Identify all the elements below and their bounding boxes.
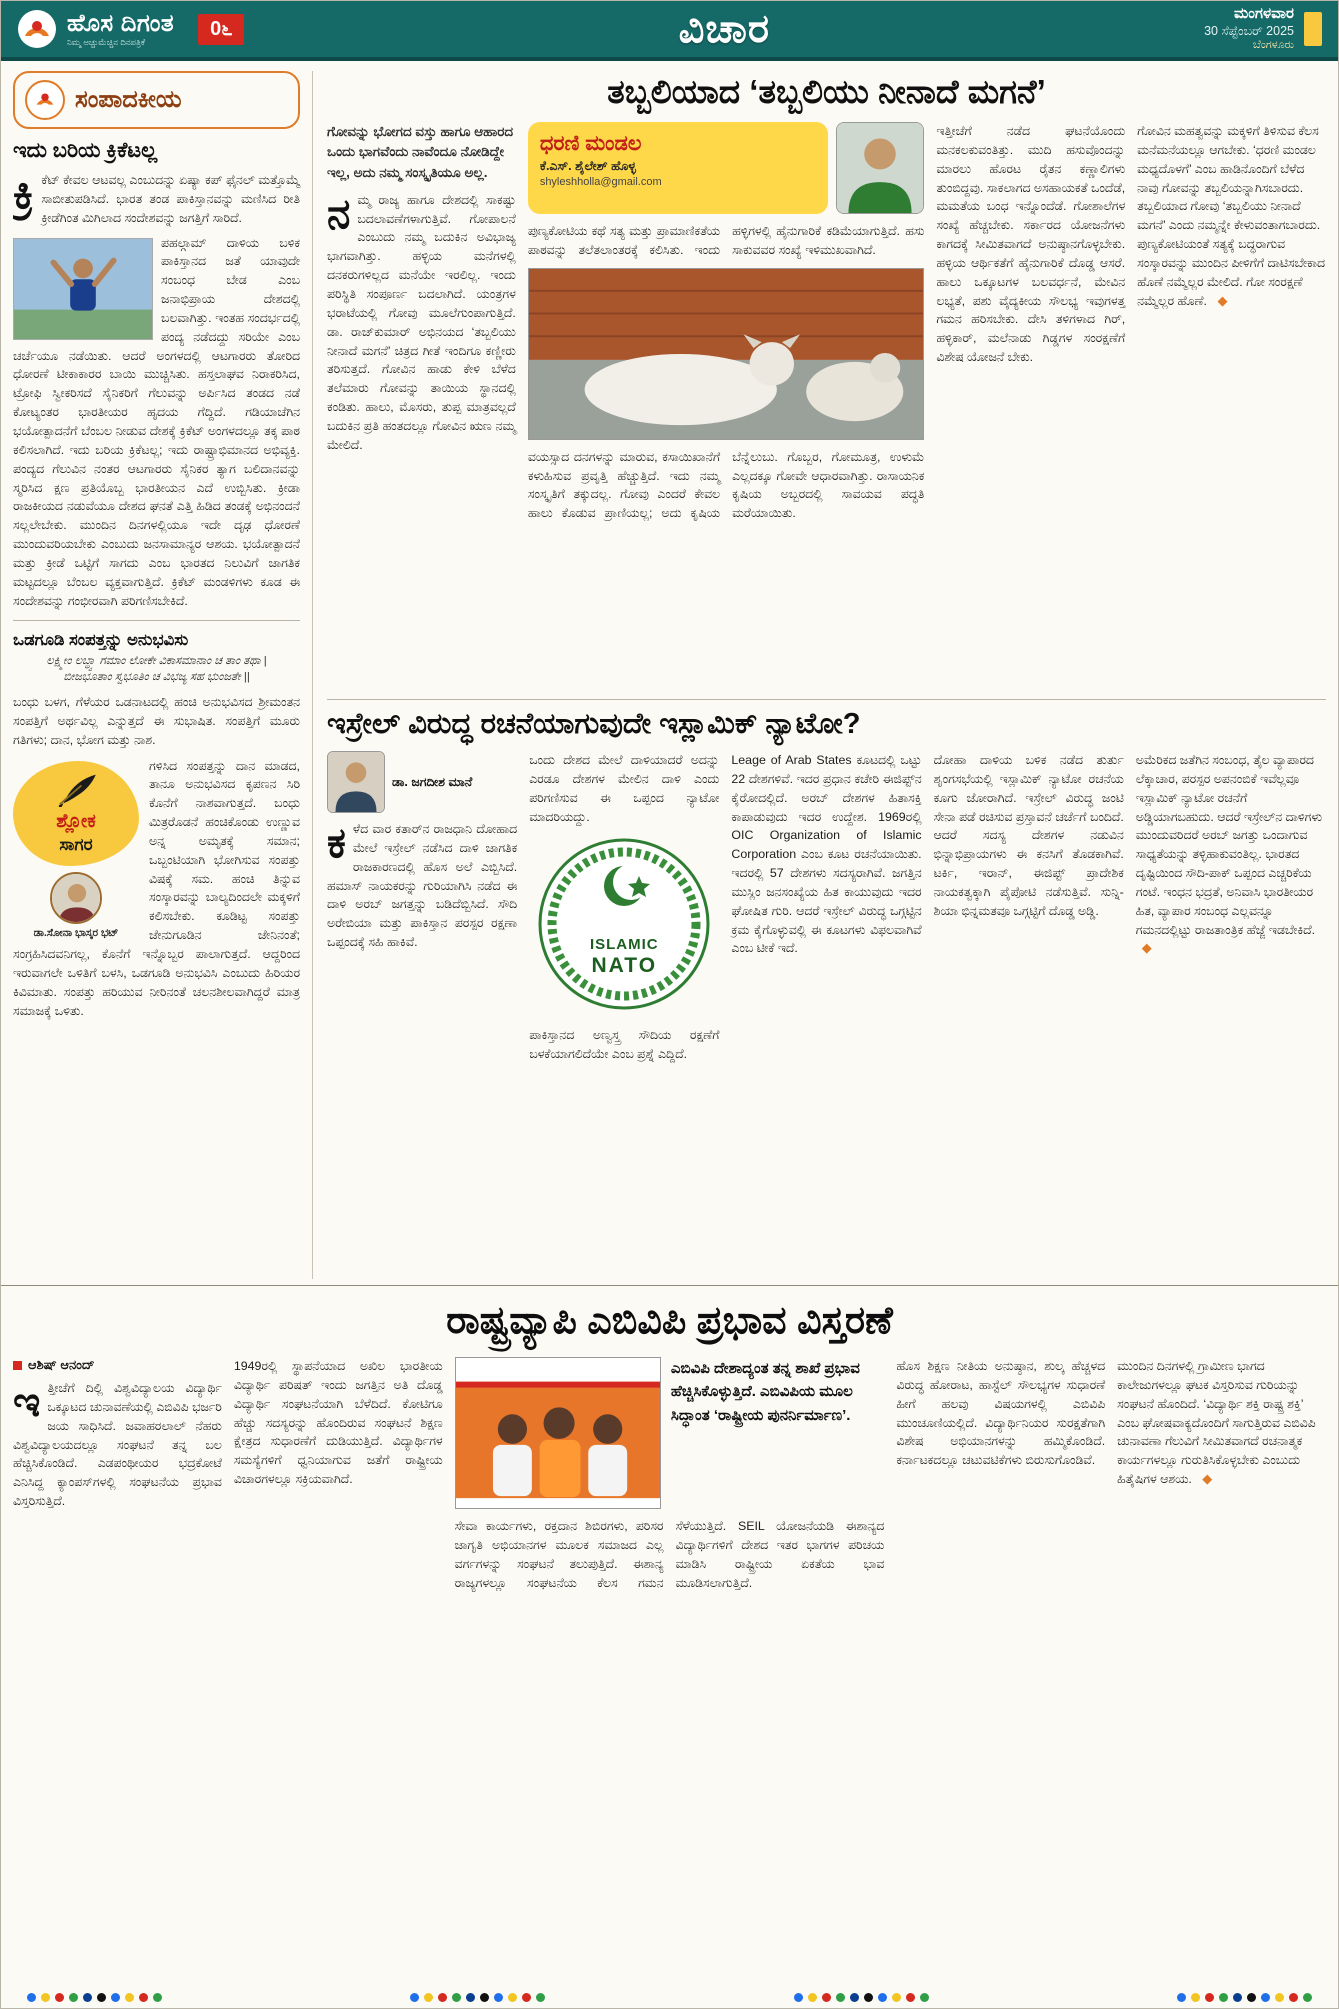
abvp-byline: [13, 1357, 222, 1373]
islamic-headline: ಇಸ್ರೇಲ್ ವಿರುದ್ಧ ರಚನೆಯಾಗುವುದೇ ಇಸ್ಲಾಮಿಕ್ ನ್ಯಾಟೋ?: [327, 708, 861, 740]
columnist-card: [528, 122, 829, 214]
masthead-accent-chip: [1304, 12, 1322, 46]
abvp-dropcap: ಇ: [13, 1378, 41, 1425]
shloka-blob: [13, 761, 139, 867]
islamic-article: [327, 699, 1326, 1221]
islamic-col-4: ದೋಹಾ ದಾಳಿಯ ಬಳಿಕ ನಡೆದ ತುರ್ತು ಶೃಂಗಸಭೆಯಲ್ಲಿ ಇಸ್ಲಾಮಿಕ್ ನ್ಯಾಟೋ ರಚನೆಯ ಕೂಗು ಜೋರಾಗಿದೆ. ಇಸ್ರೇಲ್ ವಿರುದ್ಧ ಜಂಟಿ ಸೇನಾ ಪಡೆ ರಚಿಸುವ ಪ್ರಸ್ತಾವನೆ ಚರ್ಚೆಗೆ ಬಂದಿದೆ. ಆದರೆ ಸದಸ್ಯ ದೇಶಗಳ ನಡುವಿನ ಭಿನ್ನಾಭಿಪ್ರಾಯಗಳು ಈ ಕನಸಿಗೆ ತೊಡಕಾಗಿವೆ. ಟರ್ಕಿ, ಇರಾನ್, ಈಜಿಪ್ಟ್ ಪ್ರಾದೇಶಿಕ ನಾಯಕತ್ವಕ್ಕಾಗಿ ಪೈಪೋಟಿ ನಡೆಸುತ್ತಿವೆ. ಸುನ್ನಿ-ಶಿಯಾ ಭಿನ್ನಮತವೂ ಒಗ್ಗಟ್ಟಿಗೆ ದೊಡ್ಡ ಅಡ್ಡಿ.: [933, 753, 1124, 918]
abvp-col-1: [13, 1357, 222, 1917]
article-end-mark: ◆: [1217, 292, 1228, 308]
editorial-intro-text: ಕೆಟ್ ಕೇವಲ ಆಟವಲ್ಲ ಎಂಬುದನ್ನು ಏಷ್ಯಾ ಕಪ್ ಫೈನಲ್ ಮತ್ತೊಮ್ಮೆ ಸಾಬೀತುಪಡಿಸಿದೆ. ಭಾರತ ತಂಡ ಪಾಕಿಸ್ತಾನವನ್ನು ಮಣಿಸಿದ ರೀತಿ ಕ್ರೀಡೆಗಿಂತ ಮಿಗಿಲಾದ ಸಂದೇಶವನ್ನು ಜಗತ್ತಿಗೆ ಸಾರಿದೆ.: [41, 173, 300, 225]
abvp-col6-text: ಮುಂದಿನ ದಿನಗಳಲ್ಲಿ ಗ್ರಾಮೀಣ ಭಾಗದ ಕಾಲೇಜುಗಳಲ್ಲೂ ಘಟಕ ವಿಸ್ತರಿಸುವ ಗುರಿಯನ್ನು ಸಂಘಟನೆ ಹೊಂದಿದೆ. ‘ವಿದ್ಯಾರ್ಥಿ ಶಕ್ತಿ ರಾಷ್ಟ್ರ ಶಕ್ತಿ’ ಎಂಬ ಘೋಷವಾಕ್ಯದೊಂದಿಗೆ ಸಾಗುತ್ತಿರುವ ಎಬಿವಿಪಿ ಚುನಾವಣಾ ಗೆಲುವಿಗೆ ಸೀಮಿತವಾಗದೆ ರಚನಾತ್ಮಕ ಕಾರ್ಯಗಳಲ್ಲೂ ಗುರುತಿಸಿಕೊಳ್ಳಬೇಕು ಎಂಬುದು ಹಿತೈಷಿಗಳ ಆಶಯ.: [1117, 1359, 1316, 1487]
verse-line-1: ಲಕ್ಷ್ಮೀಂ ಲಬ್ಧ್ವಾ ಗಮಾಂ ಲೋಕೇ ವಿಕಾಸಮಾನಾಂ ಚ ತಾಂ ತಥಾ |: [46, 655, 267, 668]
islamic-col1-body: ಳೆದ ವಾರ ಕತಾರ್‌ನ ರಾಜಧಾನಿ ದೋಹಾದ ಮೇಲೆ ಇಸ್ರೇಲ್ ನಡೆಸಿದ ದಾಳಿ ಜಾಗತಿಕ ರಾಜಕಾರಣದಲ್ಲಿ ಹೊಸ ಅಲೆ ಎಬ್ಬಿಸಿದೆ. ಹಮಾಸ್ ನಾಯಕರನ್ನು ಗುರಿಯಾಗಿಸಿ ನಡೆದ ಈ ದಾಳಿ ಅರಬ್ ಜಗತ್ತನ್ನು ಬಡಿದೆಬ್ಬಿಸಿದೆ. ಸೌದಿ ಅರೇಬಿಯಾ ಮತ್ತು ಪಾಕಿಸ್ತಾನ ಪರಸ್ಪರ ರಕ್ಷಣಾ ಒಪ್ಪಂದಕ್ಕೆ ಸಹಿ ಹಾಕಿವೆ.: [327, 822, 518, 950]
column-title: ಧರಣಿ ಮಂಡಲ: [539, 132, 642, 155]
abvp-col-5: ಹೊಸ ಶಿಕ್ಷಣ ನೀತಿಯ ಅನುಷ್ಠಾನ, ಶುಲ್ಕ ಹೆಚ್ಚಳದ ವಿರುದ್ಧ ಹೋರಾಟ, ಹಾಸ್ಟೆಲ್ ಸೌಲಭ್ಯಗಳ ಸುಧಾರಣೆ ಹೀಗೆ ಹಲವು ವಿಷಯಗಳಲ್ಲಿ ಎಬಿವಿಪಿ ಮುಂಚೂಣಿಯಲ್ಲಿದೆ. ವಿದ್ಯಾರ್ಥಿನಿಯರ ಸುರಕ್ಷತೆಗಾಗಿ ವಿಶೇಷ ಅಭಿಯಾನಗಳನ್ನು ಹಮ್ಮಿಕೊಂಡಿದೆ. ಕರ್ನಾಟಕದಲ್ಲೂ ಚಟುವಟಿಕೆಗಳು ಬಿರುಸುಗೊಂಡಿವೆ.: [896, 1359, 1106, 1468]
islamic-col2-text-b: ಪಾಕಿಸ್ತಾನದ ಅಣ್ವಸ್ತ್ರ ಸೌದಿಯ ರಕ್ಷಣೆಗೆ ಬಳಕೆಯಾಗಲಿದೆಯೇ ಎಂಬ ಪ್ರಶ್ನೆ ಎದ್ದಿದೆ.: [529, 1028, 720, 1062]
editorial-column: [13, 71, 313, 1279]
main-article-col-5: [1137, 122, 1326, 687]
main-article-body: [327, 122, 1326, 687]
byline-bullet-icon: [13, 1361, 22, 1370]
feather-icon: [49, 771, 103, 807]
abvp-photo-row: [455, 1357, 885, 1509]
section-title: ವಿಚಾರ: [678, 6, 770, 51]
shloka-column-name-1: ಶ್ಲೋಕ: [56, 811, 96, 833]
paper-name-block: [67, 11, 174, 47]
islamic-col-3: Leage of Arab States ಕೂಟದಲ್ಲಿ ಒಟ್ಟು 22 ದೇಶಗಳಿವೆ. ಇದರ ಪ್ರಧಾನ ಕಚೇರಿ ಈಜಿಪ್ಟ್‌ನ ಕೈರೋದಲ್ಲಿದೆ. ಅರಬ್ ದೇಶಗಳ ಹಿತಾಸಕ್ತಿ ಕಾಪಾಡುವುದು ಇದರ ಉದ್ದೇಶ. 1969ರಲ್ಲಿ OIC Organization of Islamic Corporation ಎಂಬ ಕೂಟ ರಚನೆಯಾಯಿತು. ಇದರಲ್ಲಿ 57 ದೇಶಗಳು ಸದಸ್ಯರಾಗಿವೆ. ಜಗತ್ತಿನ ಮುಸ್ಲಿಂ ಜನಸಂಖ್ಯೆಯ ಹಿತ ಕಾಯುವುದು ಇದರ ಘೋಷಿತ ಗುರಿ. ಆದರೆ ಇಸ್ರೇಲ್ ವಿರುದ್ಧ ಒಗ್ಗಟ್ಟಿನ ಕ್ರಮ ಕೈಗೊಳ್ಳುವಲ್ಲಿ ಈ ಕೂಟಗಳು ವಿಫಲವಾಗಿವೆ ಎಂಬ ಟೀಕೆ ಇದೆ.: [731, 753, 922, 956]
main-article-col5-text: ಗೋವಿನ ಮಹತ್ವವನ್ನು ಮಕ್ಕಳಿಗೆ ತಿಳಿಸುವ ಕೆಲಸ ಮನೆಮನೆಯಲ್ಲೂ ಆಗಬೇಕು. ‘ಧರಣಿ ಮಂಡಲ ಮಧ್ಯದೊಳಗೆ’ ಎಂಬ ಹಾಡಿನೊಂದಿಗೆ ಬೆಳೆದ ನಾವು ಗೋವನ್ನು ತಬ್ಬಲಿಯನ್ನಾಗಿಸಬಾರದು. ತಬ್ಬಲಿಯಾದ ಗೋವು ‘ತಬ್ಬಲಿಯು ನೀನಾದೆ ಮಗನೆ’ ಎಂದು ನಮ್ಮನ್ನೇ ಕೇಳುವಂತಾಗಬಾರದು. ಪುಣ್ಯಕೋಟಿಯಂತೆ ಸತ್ಯಕ್ಕೆ ಬದ್ಧರಾಗುವ ಸಂಸ್ಕಾರವನ್ನು ಮುಂದಿನ ಪೀಳಿಗೆಗೆ ದಾಟಿಸಬೇಕಾದ ಹೊಣೆ ನಮ್ಮೆಲ್ಲರ ಮೇಲಿದೆ. ಗೋ ಸಂರಕ್ಷಣೆ ನಮ್ಮೆಲ್ಲರ ಹೊಣೆ.: [1137, 124, 1326, 308]
columnist-photo: [836, 122, 924, 214]
verse-headline: ಒಡಗೂಡಿ ಸಂಪತ್ತನ್ನು ಅನುಭವಿಸು: [13, 631, 189, 650]
islamic-nato-logo: [535, 832, 713, 1020]
main-article-col-4: ಇತ್ತೀಚೆಗೆ ನಡೆದ ಘಟನೆಯೊಂದು ಮನಕಲಕುವಂತಿತ್ತು. ಮುದಿ ಹಸುವೊಂದನ್ನು ಮಾರಲು ಹೊರಟ ರೈತನ ಕಣ್ಣಾಲಿಗಳು ತುಂಬಿದ್ದವು. ಸಾಕಲಾಗದ ಅಸಹಾಯಕತೆ ಒಂದೆಡೆ, ಮಮತೆಯ ಬಂಧ ಇನ್ನೊಂದೆಡೆ. ಗೋಶಾಲೆಗಳ ಸಂಖ್ಯೆ ಹೆಚ್ಚಬೇಕು. ಸರ್ಕಾರದ ಯೋಜನೆಗಳು ಕಾಗದಕ್ಕೆ ಸೀಮಿತವಾಗದೆ ಅನುಷ್ಠಾನಗೊಳ್ಳಬೇಕು. ಹಳ್ಳಿಯ ಆರ್ಥಿಕತೆಗೆ ಹೈನುಗಾರಿಕೆ ದೊಡ್ಡ ಆಸರೆ. ಹಾಲು ಒಕ್ಕೂಟಗಳ ಬಲವರ್ಧನೆ, ಮೇವಿನ ಲಭ್ಯತೆ, ಪಶು ವೈದ್ಯಕೀಯ ಸೌಲಭ್ಯ ಇವುಗಳತ್ತ ಗಮನ ಹರಿಸಬೇಕು. ದೇಸಿ ತಳಿಗಳಾದ ಗಿರ್, ಹಳ್ಳಿಕಾರ್, ಮಲೆನಾಡು ಗಿಡ್ಡಗಳ ಸಂರಕ್ಷಣೆಗೆ ವಿಶೇಷ ಯೋಜನೆ ಬೇಕು.: [936, 124, 1126, 365]
right-column: [327, 71, 1326, 1279]
islamic-col5-text: ಅಮೆರಿಕದ ಜತೆಗಿನ ಸಂಬಂಧ, ತೈಲ ವ್ಯಾಪಾರದ ಲೆಕ್ಕಾಚಾರ, ಪರಸ್ಪರ ಅಪನಂಬಿಕೆ ಇವೆಲ್ಲವೂ ಇಸ್ಲಾಮಿಕ್ ನ್ಯಾಟೋ ರಚನೆಗೆ ಅಡ್ಡಿಯಾಗಬಹುದು. ಆದರೆ ಇಸ್ರೇಲ್‌ನ ದಾಳಿಗಳು ಮುಂದುವರಿದರೆ ಅರಬ್ ಜಗತ್ತು ಒಂದಾಗುವ ಸಾಧ್ಯತೆಯನ್ನು ತಳ್ಳಿಹಾಕುವಂತಿಲ್ಲ. ಭಾರತದ ದೃಷ್ಟಿಯಿಂದ ಸೌದಿ-ಪಾಕ್ ಒಪ್ಪಂದ ಎಚ್ಚರಿಕೆಯ ಗಂಟೆ. ಇಂಧನ ಭದ್ರತೆ, ಅನಿವಾಸಿ ಭಾರತೀಯರ ಹಿತ, ವ್ಯಾಪಾರ ಸಂಬಂಧ ಎಲ್ಲವನ್ನೂ ಗಮನದಲ್ಲಿಟ್ಟು ರಾಜತಾಂತ್ರಿಕ ಹೆಜ್ಜೆ ಇಡಬೇಕಿದೆ.: [1135, 753, 1323, 937]
page-number: 0೬: [198, 14, 244, 45]
paper-name: ಹೊಸ ದಿಗಂತ: [67, 9, 175, 37]
paper-logo-icon: [17, 9, 57, 49]
editorial-intro: [13, 171, 300, 228]
main-article-col1-body: ಮ್ಮ ರಾಜ್ಯ ಹಾಗೂ ದೇಶದಲ್ಲಿ ಸಾಕಷ್ಟು ಬದಲಾವಣೆಗಳಾಗುತ್ತಿವೆ. ಗೋಪಾಲನೆ ಎಂಬುದು ನಮ್ಮ ಬದುಕಿನ ಅವಿಭಾಜ್ಯ ಭಾಗವಾಗಿತ್ತು. ಹಳ್ಳಿಯ ಮನೆಗಳಲ್ಲಿ ದನಕರುಗಳಿಲ್ಲದ ಮನೆಯೇ ಇರಲಿಲ್ಲ. ಇಂದು ಪರಿಸ್ಥಿತಿ ಸಂಪೂರ್ಣ ಬದಲಾಗಿದೆ. ಯಂತ್ರಗಳ ಭರಾಟೆಯಲ್ಲಿ ಗೋವು ಮೂಲೆಗುಂಪಾಗುತ್ತಿದೆ. ಡಾ. ರಾಜ್‌ಕುಮಾರ್ ಅಭಿನಯದ ‘ತಬ್ಬಲಿಯು ನೀನಾದೆ ಮಗನೆ’ ಚಿತ್ರದ ಗೀತೆ ಇಂದಿಗೂ ಕಣ್ಣೀರು ತರಿಸುತ್ತದೆ. ಗೋವಿನ ಹಾಡು ಕೇಳಿ ಬೆಳೆದ ತಲೆಮಾರು ಗೋವನ್ನು ತಾಯಿಯ ಸ್ಥಾನದಲ್ಲಿ ಕಂಡಿತು. ಹಾಲು, ಮೊಸರು, ತುಪ್ಪ ಮಾತ್ರವಲ್ಲದೆ ಬದುಕಿನ ಪ್ರತಿ ಹಂತದಲ್ಲೂ ಗೋವಿನ ಋಣ ನಮ್ಮ ಮೇಲಿದೆ.: [327, 192, 516, 452]
abvp-body: [13, 1357, 1326, 1917]
islamic-col1-text: [327, 820, 517, 952]
abvp-article: [1, 1285, 1338, 1917]
date: 30 ಸೆಪ್ಟೆಂಬರ್ 2025: [1204, 23, 1294, 38]
main-article-standfirst: ಗೋವನ್ನು ಭೋಗದ ವಸ್ತು ಹಾಗೂ ಆಹಾರದ ಒಂದು ಭಾಗವೆಂದು ನಾವೆಂದೂ ನೋಡಿದ್ದೇ ಇಲ್ಲ, ಅದು ನಮ್ಮ ಸಂಸ್ಕೃತಿಯೂ ಅಲ್ಲ.: [327, 124, 514, 180]
main-article-mid-text-a: ಪುಣ್ಯಕೋಟಿಯ ಕಥೆ ಸತ್ಯ ಮತ್ತು ಪ್ರಾಮಾಣಿಕತೆಯ ಪಾಠವನ್ನು ತಲೆತಲಾಂತರಕ್ಕೆ ಕಲಿಸಿತು. ಇಂದು ಹಳ್ಳಿಗಳಲ್ಲಿ ಹೈನುಗಾರಿಕೆ ಕಡಿಮೆಯಾಗುತ್ತಿದೆ. ಹಸು ಸಾಕುವವರ ಸಂಖ್ಯೆ ಇಳಿಮುಖವಾಗಿದೆ.: [527, 224, 925, 257]
article-end-mark: ◆: [1202, 1471, 1213, 1487]
abvp-rally-photo: [455, 1357, 661, 1509]
islamic-dropcap: ಕ: [327, 819, 346, 866]
verse-line-2: ಬೀಜಭೂತಾಂ ಸ್ವಭೂತಿಂ ಚ ವಿಭಜ್ಯ ಸಹ ಭುಂಜತೇ ||: [63, 671, 250, 684]
verse-author-photo: [50, 872, 102, 924]
cricket-player-photo: [13, 238, 153, 340]
editorial-body-text: ಪಹಲ್ಗಾಮ್ ದಾಳಿಯ ಬಳಿಕ ಪಾಕಿಸ್ತಾನದ ಜತೆ ಯಾವುದೇ ಸಂಬಂಧ ಬೇಡ ಎಂಬ ಜನಾಭಿಪ್ರಾಯ ದೇಶದಲ್ಲಿ ಬಲವಾಗಿತ್ತು. ಇಂತಹ ಸಂದರ್ಭದಲ್ಲಿ ಪಂದ್ಯ ನಡೆದದ್ದು ಸರಿಯೇ ಎಂಬ ಚರ್ಚೆಯೂ ನಡೆಯಿತು. ಆದರೆ ಅಂಗಳದಲ್ಲಿ ಆಟಗಾರರು ತೋರಿದ ಧೋರಣೆ ಟೀಕಾಕಾರರ ಬಾಯಿ ಮುಚ್ಚಿಸಿತು. ಹಸ್ತಲಾಘವ ನಿರಾಕರಿಸಿದ, ಟ್ರೋಫಿ ಸ್ವೀಕರಿಸದೆ ಸೈನಿಕರಿಗೆ ಗೆಲುವನ್ನು ಅರ್ಪಿಸಿದ ತಂಡದ ನಡೆ ಕೋಟ್ಯಂತರ ಭಾರತೀಯರ ಹೃದಯ ಗೆದ್ದಿದೆ. ಗಡಿಯಾಚೆಗಿನ ಭಯೋತ್ಪಾದನೆಗೆ ಬೆಂಬಲ ನೀಡುವ ದೇಶಕ್ಕೆ ಕ್ರಿಕೆಟ್ ಅಂಗಳದಲ್ಲೂ ತಕ್ಕ ಪಾಠ ಕಲಿಸಲಾಗಿದೆ. ಇದು ಬರಿಯ ಕ್ರಿಕೆಟಲ್ಲ; ಇದು ರಾಷ್ಟ್ರಾಭಿಮಾನದ ಅಭಿವ್ಯಕ್ತಿ. ಪಂದ್ಯದ ಗೆಲುವಿನ ನಂತರ ಆಟಗಾರರು ಸೈನಿಕರ ತ್ಯಾಗ ಬಲಿದಾನವನ್ನು ಸ್ಮರಿಸಿದ ಕ್ಷಣ ಪ್ರತಿಯೊಬ್ಬ ಭಾರತೀಯನ ಎದೆ ಉಬ್ಬಿಸಿತು. ಕ್ರೀಡಾ ರಾಜಕೀಯದ ನಡುವೆಯೂ ದೇಶದ ಘನತೆ ಎತ್ತಿ ಹಿಡಿದ ತಂಡಕ್ಕೆ ಅಭಿನಂದನೆ ಸಲ್ಲಲೇಬೇಕು. ಮುಂದಿನ ದಿನಗಳಲ್ಲಿಯೂ ಇದೇ ದೃಢ ಧೋರಣೆ ಮುಂದುವರಿಯಬೇಕು ಎಂಬುದು ಜನಸಾಮಾನ್ಯರ ಆಶಯ. ಭಯೋತ್ಪಾದನೆ ಮತ್ತು ಕ್ರೀಡೆ ಒಟ್ಟಿಗೆ ಸಾಗದು ಎಂಬ ಭಾರತದ ನಿಲುವಿಗೆ ಜಾಗತಿಕ ಮಟ್ಟದಲ್ಲೂ ಬೆಂಬಲ ವ್ಯಕ್ತವಾಗುತ್ತಿದೆ. ಕ್ರಿಕೆಟ್ ಮಂಡಳಿಗಳು ಕೂಡ ಈ ಸಂದೇಶವನ್ನು ಗಂಭೀರವಾಗಿ ಪರಿಗಣಿಸಬೇಕಿದೆ.: [13, 235, 300, 608]
abvp-author-name: ಆಶಿಷ್ ಆನಂದ್: [28, 1357, 95, 1372]
masthead-right: [1204, 5, 1322, 53]
paper-tagline: ನಿಮ್ಮ ಅಚ್ಚುಮೆಚ್ಚಿನ ದಿನಪತ್ರಿಕೆ: [67, 37, 146, 48]
abvp-headline: ರಾಷ್ಟ್ರವ್ಯಾಪಿ ಎಬಿವಿಪಿ ಪ್ರಭಾವ ವಿಸ್ತರಣೆ: [446, 1300, 893, 1342]
abvp-mid-block: [455, 1357, 885, 1917]
verse-body-b: ಗಳಿಸಿದ ಸಂಪತ್ತನ್ನು ದಾನ ಮಾಡದ, ತಾನೂ ಅನುಭವಿಸದ ಕೃಪಣನ ಸಿರಿ ಕೊನೆಗೆ ನಾಶವಾಗುತ್ತದೆ. ಬಂಧು ಮಿತ್ರರೊಡನೆ ಹಂಚಿಕೊಂಡು ಉಣ್ಣುವ ಅನ್ನ ಅಮೃತಕ್ಕೆ ಸಮಾನ; ಒಬ್ಬಂಟಿಯಾಗಿ ಭೋಗಿಸುವ ಸಂಪತ್ತು ವಿಷಕ್ಕೆ ಸಮ. ಹಂಚಿ ತಿನ್ನುವ ಸಂಸ್ಕಾರವನ್ನು ಬಾಲ್ಯದಿಂದಲೇ ಮಕ್ಕಳಿಗೆ ಕಲಿಸಬೇಕು. ಕೂಡಿಟ್ಟ ಸಂಪತ್ತು ಜೇನುಗೂಡಿನ ಜೇನಿನಂತೆ; ಸಂಗ್ರಹಿಸಿದವನಿಗಲ್ಲ, ಕೊನೆಗೆ ಇನ್ನೊಬ್ಬರ ಪಾಲಾಗುತ್ತದೆ. ಆದ್ದರಿಂದ ಇರುವಾಗಲೇ ಒಳಿತಿಗೆ ಬಳಸಿ, ಒಡಗೂಡಿ ಅನುಭವಿಸಿ ಎಂಬುದು ಹಿರಿಯರ ಕಿವಿಮಾತು. ಸಂಪತ್ತು ಹರಿಯುವ ನೀರಿನಂತೆ ಚಲನಶೀಲವಾಗಿದ್ದರೆ ಮಾತ್ರ ಸಮಾಜಕ್ಕೆ ಒಳಿತು.: [13, 758, 300, 1018]
editorial-label-box: [13, 71, 300, 129]
editorial-headline: ಇದು ಬರಿಯ ಕ್ರಿಕೆಟಲ್ಲ: [13, 139, 158, 162]
abvp-mid-text: ಸೇವಾ ಕಾರ್ಯಗಳು, ರಕ್ತದಾನ ಶಿಬಿರಗಳು, ಪರಿಸರ ಜಾಗೃತಿ ಅಭಿಯಾನಗಳ ಮೂಲಕ ಸಮಾಜದ ಎಲ್ಲ ವರ್ಗಗಳನ್ನು ಸಂಘಟನೆ ತಲುಪುತ್ತಿದೆ. ಈಶಾನ್ಯ ರಾಜ್ಯಗಳಲ್ಲೂ ಸಂಘಟನೆಯ ಕೆಲಸ ಗಮನ ಸೆಳೆಯುತ್ತಿದೆ. SEIL ಯೋಜನೆಯಡಿ ಈಶಾನ್ಯದ ವಿದ್ಯಾರ್ಥಿಗಳಿಗೆ ದೇಶದ ಇತರ ಭಾಗಗಳ ಪರಿಚಯ ಮಾಡಿಸಿ ರಾಷ್ಟ್ರೀಯ ಏಕತೆಯ ಭಾವ ಮೂಡಿಸಲಾಗುತ್ತಿದೆ.: [454, 1519, 885, 1590]
city: ಬೆಂಗಳೂರು: [1252, 39, 1294, 52]
masthead-left: [17, 9, 244, 49]
verse-author-name: ಡಾ.ಸೋನಾ ಭಾಸ್ಕರ ಭಟ್: [33, 927, 119, 940]
columnist-email: shyleshholla@gmail.com: [539, 176, 662, 189]
shloka-sagara-badge: [13, 761, 139, 943]
abvp-col1-text: [13, 1379, 222, 1511]
editorial-label: ಸಂಪಾದಕೀಯ: [75, 86, 182, 113]
dot-cluster-center-left: [410, 1993, 545, 2002]
verse-body-a: ಬಂಧು ಬಳಗ, ಗೆಳೆಯರ ಒಡನಾಟದಲ್ಲಿ ಹಂಚಿ ಅನುಭವಿಸದ ಶ್ರೀಮಂತನ ಸಂಪತ್ತಿಗೆ ಅರ್ಥವಿಲ್ಲ ಎನ್ನುತ್ತದೆ ಈ ಸುಭಾಷಿತ. ಸಂಪತ್ತಿಗೆ ಮೂರು ಗತಿಗಳು; ದಾನ, ಭೋಗ ಮತ್ತು ನಾಶ.: [13, 695, 300, 747]
main-article-col-1: [327, 122, 516, 687]
main-article-col1-text: [327, 191, 516, 455]
abvp-col1-body: ತ್ತೀಚೆಗೆ ದಿಲ್ಲಿ ವಿಶ್ವವಿದ್ಯಾಲಯ ವಿದ್ಯಾರ್ಥಿ ಒಕ್ಕೂಟದ ಚುನಾವಣೆಯಲ್ಲಿ ಎಬಿವಿಪಿ ಭರ್ಜರಿ ಜಯ ಸಾಧಿಸಿದೆ. ಜವಾಹರಲಾಲ್ ನೆಹರು ವಿಶ್ವವಿದ್ಯಾಲಯದಲ್ಲೂ ಸಂಘಟನೆ ತನ್ನ ಬಲ ಹೆಚ್ಚಿಸಿಕೊಂಡಿದೆ. ಎಡಪಂಥೀಯರ ಭದ್ರಕೋಟೆ ಎನಿಸಿದ್ದ ಕ್ಯಾಂಪಸ್‌ಗಳಲ್ಲಿ ಸಂಘಟನೆಯ ಪ್ರಭಾವ ವಿಸ್ತರಿಸುತ್ತಿದೆ.: [13, 1381, 222, 1509]
footer-dot-strip: [1, 1993, 1338, 2002]
islamic-author-chip: [327, 751, 517, 813]
article-end-mark: ◆: [1141, 940, 1152, 956]
dot-cluster-left: [27, 1993, 162, 2002]
main-article-dropcap: ನ: [327, 189, 351, 237]
editorial-dropcap: ಕ್ರಿ: [13, 170, 35, 217]
columnist-row: [528, 122, 925, 214]
main-article-headline: ತಬ್ಬಲಿಯಾದ ‘ತಬ್ಬಲಿಯು ನೀನಾದೆ ಮಗನೆ’: [607, 73, 1046, 110]
masthead: [1, 1, 1338, 61]
abvp-col-6: [1117, 1357, 1326, 1917]
abvp-col-2: 1949ರಲ್ಲಿ ಸ್ಥಾಪನೆಯಾದ ಅಖಿಲ ಭಾರತೀಯ ವಿದ್ಯಾರ್ಥಿ ಪರಿಷತ್ ಇಂದು ಜಗತ್ತಿನ ಅತಿ ದೊಡ್ಡ ವಿದ್ಯಾರ್ಥಿ ಸಂಘಟನೆಯಾಗಿ ಬೆಳೆದಿದೆ. ಕೋಟಿಗೂ ಹೆಚ್ಚು ಸದಸ್ಯರನ್ನು ಹೊಂದಿರುವ ಸಂಘಟನೆ ಶಿಕ್ಷಣ ಕ್ಷೇತ್ರದ ಸುಧಾರಣೆಗೆ ದುಡಿಯುತ್ತಿದೆ. ವಿದ್ಯಾರ್ಥಿಗಳ ಸಮಸ್ಯೆಗಳಿಗೆ ಧ್ವನಿಯಾಗುವ ಜತೆಗೆ ರಾಷ್ಟ್ರೀಯ ವಿಚಾರಗಳಲ್ಲೂ ಸಕ್ರಿಯವಾಗಿದೆ.: [233, 1359, 443, 1487]
page-content: [1, 61, 1338, 1279]
islamic-col2-text-a: ಒಂದು ದೇಶದ ಮೇಲೆ ದಾಳಿಯಾದರೆ ಅದನ್ನು ಎರಡೂ ದೇಶಗಳ ಮೇಲಿನ ದಾಳಿ ಎಂದು ಪರಿಗಣಿಸುವ ಈ ಒಪ್ಪಂದ ನ್ಯಾಟೋ ಮಾದರಿಯದ್ದು.: [529, 753, 720, 824]
verse-body-wrap: [13, 757, 300, 1021]
dot-cluster-center-right: [794, 1993, 929, 2002]
dot-cluster-right: [1177, 1993, 1312, 2002]
islamic-col-5: [1136, 751, 1326, 1221]
editorial-body-wrap: [13, 234, 300, 611]
main-article-mid-text-b: ವಯಸ್ಸಾದ ದನಗಳನ್ನು ಮಾರುವ, ಕಸಾಯಿಖಾನೆಗೆ ಕಳುಹಿಸುವ ಪ್ರವೃತ್ತಿ ಹೆಚ್ಚುತ್ತಿದೆ. ಇದು ನಮ್ಮ ಸಂಸ್ಕೃತಿಗೆ ತಕ್ಕುದಲ್ಲ. ಗೋವು ಎಂದರೆ ಕೇವಲ ಹಾಲು ಕೊಡುವ ಪ್ರಾಣಿಯಲ್ಲ; ಅದು ಕೃಷಿಯ ಬೆನ್ನೆಲುಬು. ಗೊಬ್ಬರ, ಗೋಮೂತ್ರ, ಉಳುಮೆ ಎಲ್ಲದಕ್ಕೂ ಗೋವೇ ಆಧಾರವಾಗಿತ್ತು. ರಾಸಾಯನಿಕ ಕೃಷಿಯ ಅಬ್ಬರದಲ್ಲಿ ಸಾವಯವ ಪದ್ಧತಿ ಮರೆಯಾಯಿತು.: [527, 449, 925, 521]
shloka-column-name-2: ಸಾಗರ: [59, 835, 93, 855]
islamic-author-name: ಡಾ. ಜಗದೀಶ ಮಾನೆ: [392, 774, 473, 789]
weekday: ಮಂಗಳವಾರ: [1233, 4, 1294, 22]
top-zone: [13, 71, 1326, 1279]
islamic-col-2: [529, 751, 719, 1221]
islamic-author-photo: [327, 751, 385, 813]
nato-logo-line2: NATO: [591, 954, 658, 978]
islamic-body: [327, 751, 1326, 1221]
main-article: [327, 73, 1326, 687]
cow-photo: [528, 268, 925, 440]
columnist-name: ಕೆ.ಎಸ್. ಶೈಲೇಶ್ ಹೊಳ್ಳ: [539, 159, 636, 174]
section-divider: [13, 620, 300, 621]
main-article-mid-block: [528, 122, 925, 687]
islamic-col-1: [327, 751, 517, 1221]
abvp-pull-quote: ಎಬಿವಿಪಿ ದೇಶಾದ್ಯಂತ ತನ್ನ ಶಾಖೆ ಪ್ರಭಾವ ಹೆಚ್ಚಿಸಿಕೊಳ್ಳುತ್ತಿದೆ. ಎಬಿವಿಪಿಯ ಮೂಲ ಸಿದ್ಧಾಂತ ‘ರಾಷ್ಟ್ರೀಯ ಪುನರ್ನಿರ್ಮಾಣ’.: [670, 1360, 860, 1424]
nato-logo-line1: ISLAMIC: [589, 936, 659, 954]
editorial-emblem-icon: [25, 80, 65, 120]
date-block: [1204, 5, 1294, 53]
